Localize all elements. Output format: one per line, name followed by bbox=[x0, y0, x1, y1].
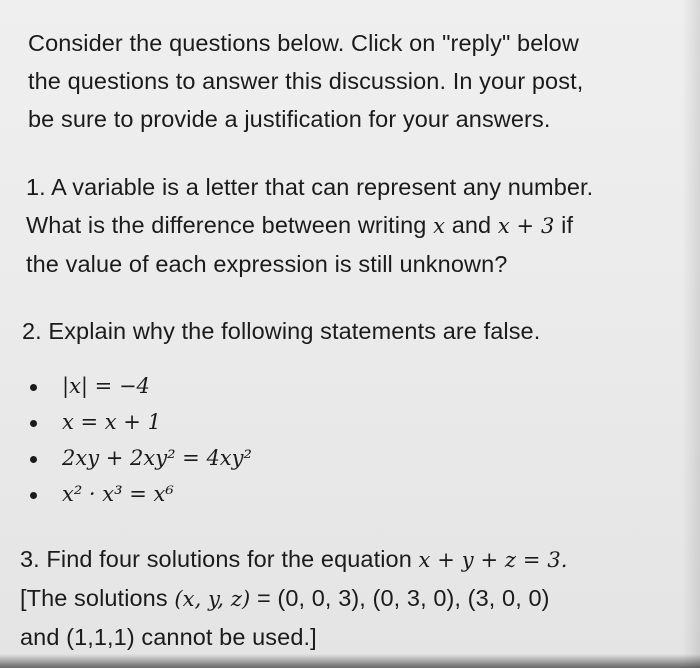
question-3-text-c: = (0, 0, 3), (0, 3, 0), (3, 0, 0) bbox=[250, 585, 550, 611]
intro-line-1: Consider the questions below. Click on "reply" below bbox=[28, 30, 579, 56]
question-1-text-c: if bbox=[554, 212, 574, 238]
statement-4: x² · x³ = x⁶ bbox=[30, 476, 252, 512]
question-3-line-3: and (1,1,1) cannot be used.] bbox=[20, 624, 317, 650]
question-1-line-1: 1. A variable is a letter that can represent any number. bbox=[26, 174, 594, 200]
intro-line-2: the questions to answer this discussion. In your post, bbox=[28, 68, 584, 94]
question-1-line-3: the value of each expression is still unknown? bbox=[26, 251, 508, 277]
page-shadow-bottom bbox=[0, 654, 700, 668]
question-1-text-a: What is the difference between writing bbox=[26, 212, 434, 238]
tuple-xyz: (x, y, z) bbox=[174, 587, 251, 611]
question-3-text-b: [The solutions bbox=[20, 585, 175, 611]
intro-line-3: be sure to provide a justification for your answers. bbox=[28, 106, 551, 132]
statement-3: 2xy + 2xy² = 4xy² bbox=[30, 440, 252, 476]
question-3 bbox=[20, 540, 690, 656]
equation-xyz: x + y + z = 3. bbox=[418, 548, 568, 572]
question-2-heading: 2. Explain why the following statements are false. bbox=[22, 318, 541, 344]
question-3-line-2 bbox=[20, 579, 690, 618]
false-statements-list bbox=[30, 368, 252, 512]
expression-x-plus-3: x + 3 bbox=[497, 214, 555, 238]
question-1 bbox=[26, 168, 686, 283]
page-shadow-right bbox=[682, 0, 700, 668]
statement-2: x = x + 1 bbox=[30, 404, 252, 440]
intro-paragraph bbox=[28, 24, 678, 138]
question-1-line-2 bbox=[26, 206, 686, 245]
question-3-line-1 bbox=[20, 540, 690, 579]
expression-x: x bbox=[433, 214, 446, 238]
question-3-text-a: 3. Find four solutions for the equation bbox=[20, 546, 419, 572]
question-1-text-b: and bbox=[445, 212, 498, 238]
statement-1: |x| = −4 bbox=[30, 368, 252, 404]
